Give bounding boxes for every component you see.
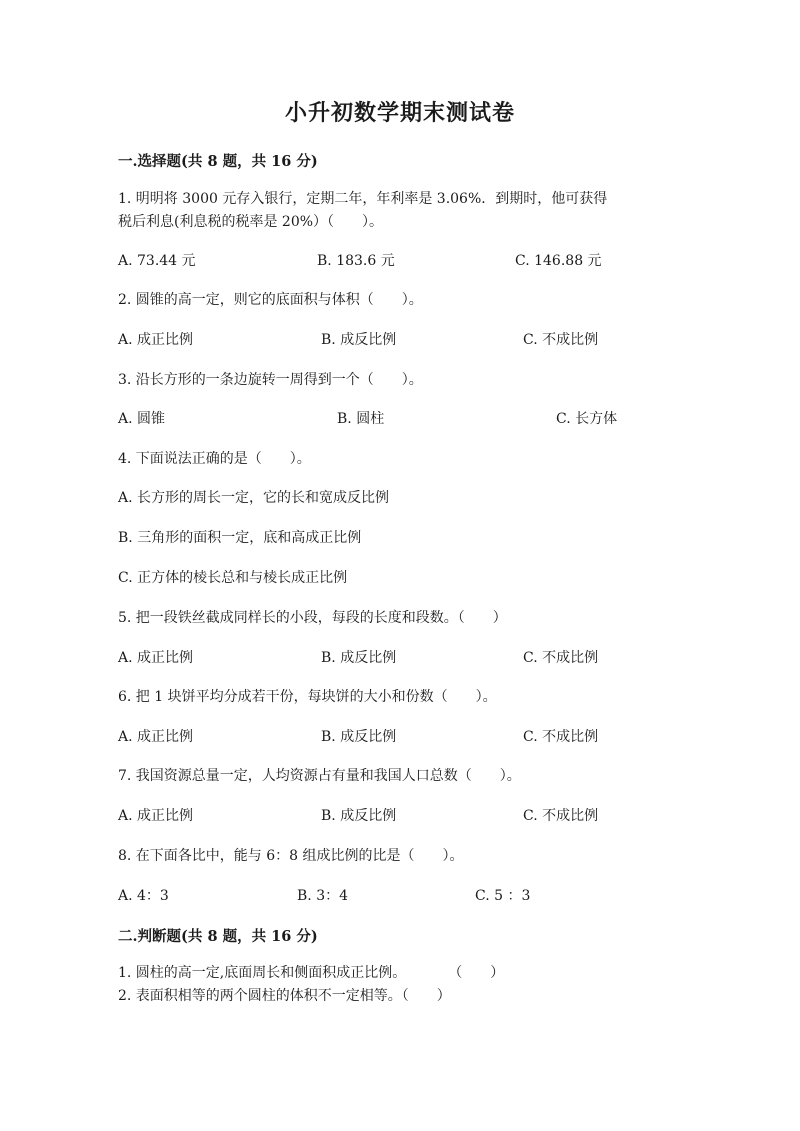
question-8-text: 8. 在下面各比中，能与 6：8 组成比例的比是（ ）。 bbox=[118, 848, 464, 864]
question-2-text: 2. 圆锥的高一定，则它的底面积与体积（ ）。 bbox=[118, 292, 423, 308]
question-8-option-a: A. 4：3 bbox=[118, 888, 169, 904]
question-4-option-a: A. 长方形的周长一定，它的长和宽成反比例 bbox=[118, 490, 390, 506]
question-2-option-b: B. 成反比例 bbox=[321, 332, 397, 348]
question-2-option-c: C. 不成比例 bbox=[523, 332, 599, 348]
question-6-text: 6. 把 1 块饼平均分成若干份，每块饼的大小和份数（ ）。 bbox=[118, 689, 497, 705]
page-title: 小升初数学期末测试卷 bbox=[284, 100, 515, 126]
question-3-option-c: C. 长方体 bbox=[556, 411, 618, 427]
question-1-option-a: A. 73.44 元 bbox=[118, 253, 196, 269]
question-1-line-2: 税后利息(利息税的税率是 20%）（ ）。 bbox=[118, 214, 384, 230]
question-5-option-b: B. 成反比例 bbox=[321, 650, 397, 666]
section-heading-true-false: 二.判断题(共 8 题，共 16 分) bbox=[118, 928, 318, 945]
question-4-text: 4. 下面说法正确的是（ ）。 bbox=[118, 451, 311, 467]
question-1-option-c: C. 146.88 元 bbox=[515, 253, 602, 269]
question-7-option-c: C. 不成比例 bbox=[523, 808, 599, 824]
question-6-option-a: A. 成正比例 bbox=[118, 729, 194, 745]
question-4-option-b: B. 三角形的面积一定，底和高成正比例 bbox=[118, 530, 362, 546]
question-3-option-a: A. 圆锥 bbox=[118, 411, 166, 427]
question-7-option-b: B. 成反比例 bbox=[321, 808, 397, 824]
question-1-option-b: B. 183.6 元 bbox=[317, 253, 395, 269]
question-5-option-c: C. 不成比例 bbox=[523, 650, 599, 666]
question-3-option-b: B. 圆柱 bbox=[337, 411, 385, 427]
section-heading-choice: 一.选择题(共 8 题，共 16 分) bbox=[118, 153, 318, 170]
question-4-option-c: C. 正方体的棱长总和与棱长成正比例 bbox=[118, 570, 348, 586]
question-2-option-a: A. 成正比例 bbox=[118, 332, 194, 348]
question-3-text: 3. 沿长方形的一条边旋转一周得到一个（ ）。 bbox=[118, 372, 423, 388]
tf-question-2-text: 2. 表面积相等的两个圆柱的体积不一定相等。（ ） bbox=[118, 988, 451, 1004]
question-6-option-b: B. 成反比例 bbox=[321, 729, 397, 745]
question-7-text: 7. 我国资源总量一定，人均资源占有量和我国人口总数（ ）。 bbox=[118, 768, 521, 784]
question-5-option-a: A. 成正比例 bbox=[118, 650, 194, 666]
question-7-option-a: A. 成正比例 bbox=[118, 808, 194, 824]
question-5-text: 5. 把一段铁丝截成同样长的小段，每段的长度和段数。（ ） bbox=[118, 610, 507, 626]
tf-question-1-text: 1. 圆柱的高一定,底面周长和侧面积成正比例。 （ ） bbox=[118, 965, 505, 981]
question-1-line-1: 1. 明明将 3000 元存入银行，定期二年，年利率是 3.06%．到期时，他可获得 bbox=[118, 191, 608, 207]
question-8-option-b: B. 3：4 bbox=[297, 888, 349, 904]
question-6-option-c: C. 不成比例 bbox=[523, 729, 599, 745]
question-8-option-c: C. 5 ：3 bbox=[475, 888, 531, 904]
